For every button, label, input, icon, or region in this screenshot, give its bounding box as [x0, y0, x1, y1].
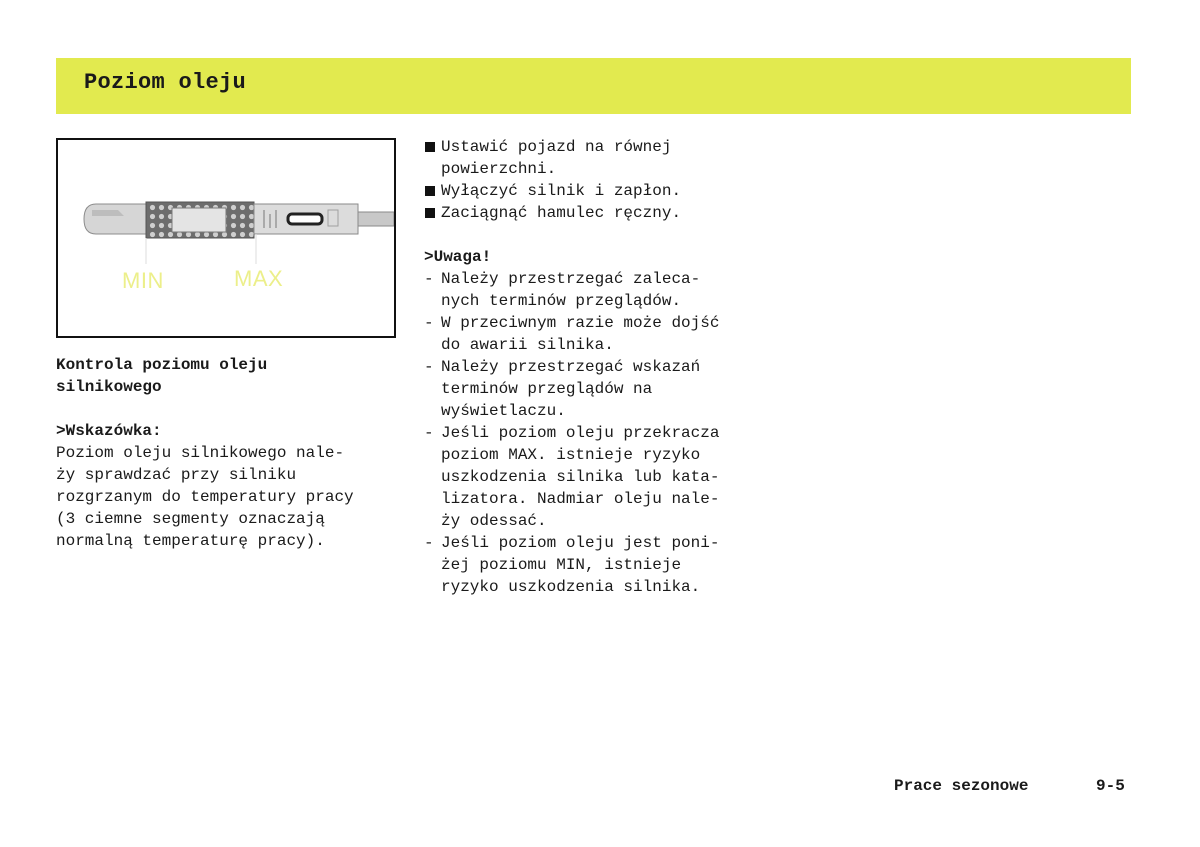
dash-bullet: -	[424, 358, 434, 376]
page-title: Poziom oleju	[84, 70, 247, 95]
dash-bullet: -	[424, 424, 434, 442]
instruction-item: Ustawić pojazd na równej powierzchni.	[424, 136, 784, 180]
dipstick-figure	[56, 138, 396, 338]
dash-bullet: -	[424, 314, 434, 332]
min-label: MIN	[122, 268, 164, 293]
dash-bullet: -	[424, 534, 434, 552]
square-bullet-icon	[425, 186, 435, 196]
max-label: MAX	[234, 266, 284, 291]
warning-item: - Należy przestrzegać wskazań terminów przeglądów na wyświetlaczu.	[424, 358, 701, 420]
left-column	[56, 354, 402, 552]
warning-title: >Uwaga!	[424, 248, 492, 266]
dipstick-slot	[288, 214, 322, 224]
note-text: Poziom oleju silnikowego nale- ży sprawdzać przy silniku rozgrzanym do temperatury pracy (3 ciemne segmenty oznaczają normalną temperaturę pracy).	[56, 444, 354, 550]
warning-item: - W przeciwnym razie może dojść do awarii silnika.	[424, 314, 720, 354]
section-header-band	[56, 58, 1131, 114]
right-column	[424, 136, 784, 598]
figure-caption: Kontrola poziomu oleju silnikowego	[56, 356, 268, 396]
footer-section-title: Prace sezonowe	[894, 777, 1029, 795]
dipstick-illustration	[58, 140, 394, 336]
page-number: 9-5	[1096, 777, 1125, 795]
warning-item: - Jeśli poziom oleju jest poni- żej poziomu MIN, istnieje ryzyko uszkodzenia silnika.	[424, 534, 720, 596]
square-bullet-icon	[425, 142, 435, 152]
warning-item: - Należy przestrzegać zaleca- nych terminów przeglądów.	[424, 270, 701, 310]
note-title: >Wskazówka:	[56, 422, 162, 440]
square-bullet-icon	[425, 208, 435, 218]
instruction-item: Zaciągnąć hamulec ręczny.	[424, 202, 784, 224]
warning-item: - Jeśli poziom oleju przekracza poziom MAX. istnieje ryzyko uszkodzenia silnika lub kata- lizatora. Nadmiar oleju nale- ży odessać.	[424, 424, 720, 530]
dipstick-tip	[84, 204, 146, 234]
instruction-item: Wyłączyć silnik i zapłon.	[424, 180, 784, 202]
dash-bullet: -	[424, 270, 434, 288]
dipstick-rod	[354, 212, 394, 226]
dipstick-window	[172, 208, 226, 232]
